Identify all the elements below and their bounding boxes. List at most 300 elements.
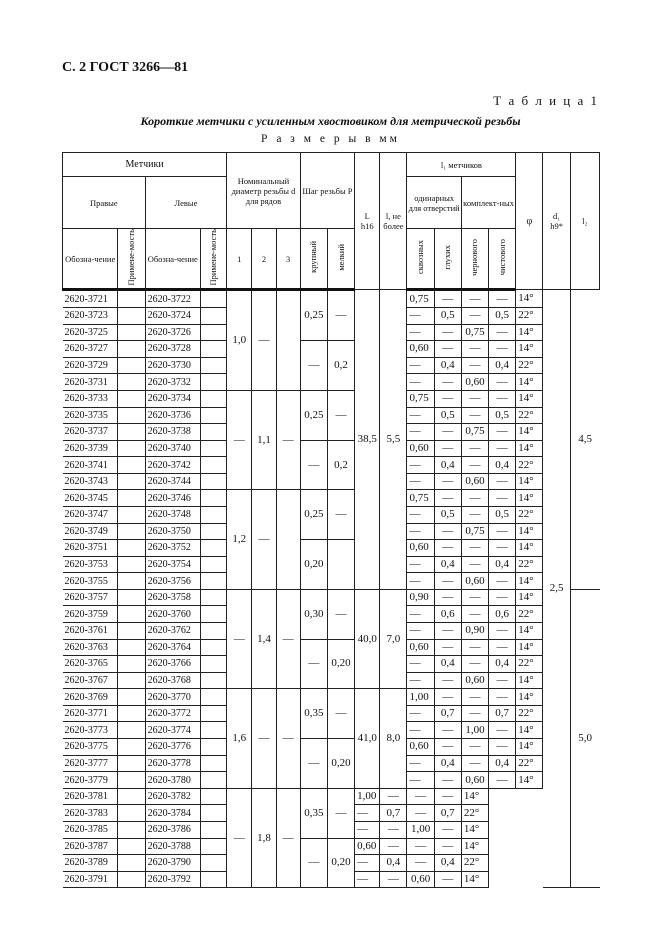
pitch-coarse: 0,25: [300, 490, 327, 540]
application-left: [200, 473, 226, 490]
l1-rough: —: [461, 689, 488, 706]
table-title: Короткие метчики с усиленным хвостовиком для метрической резьбы: [140, 114, 521, 128]
pitch-coarse: 0,35: [300, 788, 327, 838]
application-left: [200, 788, 226, 805]
header-d1-tolerance: h9*: [550, 221, 563, 232]
l1-finish: 0,4: [489, 457, 516, 474]
l1-blind: —: [434, 589, 461, 606]
header-set: комплект-ных: [461, 177, 515, 229]
pitch-fine: —: [327, 589, 354, 639]
angle-phi: 14°: [461, 871, 488, 888]
angle-phi: 22°: [516, 705, 543, 722]
l1-blind: —: [434, 324, 461, 341]
header-d1: [543, 153, 570, 290]
l1-finish: 0,5: [489, 407, 516, 424]
header-row1: 1: [227, 229, 252, 290]
designation-left: 2620-3774: [145, 722, 200, 739]
application-right: [118, 374, 145, 391]
designation-right: 2620-3747: [63, 506, 118, 523]
l1-blind: 0,5: [434, 506, 461, 523]
l1-blind: —: [434, 639, 461, 656]
application-left: [200, 324, 226, 341]
l1-rough: —: [461, 357, 488, 374]
l1-finish: 0,6: [489, 606, 516, 623]
designation-right: 2620-3765: [63, 656, 118, 673]
l1-rough: 0,75: [461, 324, 488, 341]
l1-blind: —: [434, 672, 461, 689]
shank-d1: 2,5: [543, 290, 570, 888]
header-right: Правые: [63, 177, 146, 229]
application-right: [118, 871, 145, 888]
table-row: [63, 838, 600, 855]
l1-blind: —: [434, 722, 461, 739]
pitch-fine: 0,2: [327, 440, 354, 490]
designation-left: 2620-3762: [145, 623, 200, 640]
angle-phi: 14°: [461, 788, 488, 805]
designation-left: 2620-3766: [145, 656, 200, 673]
application-left: [200, 540, 226, 557]
angle-phi: 14°: [516, 722, 543, 739]
designation-right: 2620-3745: [63, 490, 118, 507]
table-number: Т а б л и ц а 1: [493, 93, 599, 108]
l1-blind: —: [434, 424, 461, 441]
header-taps: Метчики: [63, 153, 227, 177]
l1-blind: —: [434, 573, 461, 590]
pitch-fine: 0,20: [327, 739, 354, 789]
application-left: [200, 556, 226, 573]
l1-blind: —: [434, 341, 461, 358]
application-right: [118, 573, 145, 590]
l1-through: 0,60: [355, 838, 380, 855]
l1-through: —: [407, 457, 434, 474]
designation-right: 2620-3733: [63, 390, 118, 407]
l1-blind: 0,4: [434, 556, 461, 573]
dimensions-note: Р а з м е р ы в мм: [261, 133, 400, 145]
designation-left: 2620-3734: [145, 390, 200, 407]
l1-finish: —: [489, 772, 516, 789]
l1-rough: —: [407, 788, 434, 805]
l1-blind: 0,5: [434, 407, 461, 424]
designation-left: 2620-3792: [145, 871, 200, 888]
angle-phi: 22°: [516, 407, 543, 424]
angle-phi: 22°: [516, 357, 543, 374]
l1-blind: 0,4: [434, 457, 461, 474]
l1-through: —: [407, 308, 434, 325]
angle-phi: 14°: [516, 324, 543, 341]
diameter-row3: —: [276, 788, 300, 887]
l1-through: —: [407, 722, 434, 739]
l1-through: 0,75: [407, 290, 434, 308]
header-nominal-diameter: Номинальный диаметр резьбы d для рядов: [227, 153, 301, 229]
l1-through: —: [355, 855, 380, 872]
header-left-application-label: Примене-мость: [208, 229, 219, 286]
l1-finish: 0,4: [489, 556, 516, 573]
l1-through: —: [407, 324, 434, 341]
l1-through: —: [407, 473, 434, 490]
designation-right: 2620-3763: [63, 639, 118, 656]
l1-blind: 0,4: [380, 855, 407, 872]
l1-rough: 1,00: [407, 821, 434, 838]
designation-right: 2620-3769: [63, 689, 118, 706]
application-right: [118, 606, 145, 623]
application-right: [118, 357, 145, 374]
header-fine: [327, 229, 354, 290]
designation-left: 2620-3780: [145, 772, 200, 789]
l1-blind: —: [434, 540, 461, 557]
application-right: [118, 656, 145, 673]
l1-blind: —: [380, 821, 407, 838]
l1-rough: 0,60: [407, 871, 434, 888]
pitch-fine: —: [327, 290, 354, 341]
application-right: [118, 407, 145, 424]
application-right: [118, 689, 145, 706]
angle-phi: 22°: [516, 556, 543, 573]
diameter-row2: —: [252, 290, 276, 390]
designation-right: 2620-3751: [63, 540, 118, 557]
angle-phi: 14°: [516, 341, 543, 358]
l1-through: —: [407, 705, 434, 722]
application-right: [118, 424, 145, 441]
l1-through: —: [407, 407, 434, 424]
l1-finish: —: [434, 821, 461, 838]
designation-left: 2620-3764: [145, 639, 200, 656]
header-phi: φ: [516, 153, 543, 290]
application-right: [118, 506, 145, 523]
header-rough-label: чернового: [469, 238, 480, 276]
l1-rough: —: [407, 805, 434, 822]
angle-phi: 14°: [516, 772, 543, 789]
application-right: [118, 672, 145, 689]
l1-rough: —: [461, 490, 488, 507]
header-finish: [489, 229, 516, 290]
l1-finish: —: [489, 424, 516, 441]
l1-through: —: [407, 656, 434, 673]
application-left: [200, 407, 226, 424]
l1-finish: —: [489, 573, 516, 590]
l1-blind: —: [434, 739, 461, 756]
angle-phi: 14°: [516, 589, 543, 606]
application-right: [118, 589, 145, 606]
application-left: [200, 506, 226, 523]
table-row: [63, 540, 600, 557]
pitch-coarse: —: [300, 341, 327, 391]
designation-left: 2620-3730: [145, 357, 200, 374]
application-left: [200, 689, 226, 706]
length-l: 7,0: [380, 589, 407, 688]
l1-blind: —: [380, 871, 407, 888]
designation-right: 2620-3725: [63, 324, 118, 341]
designation-right: 2620-3749: [63, 523, 118, 540]
l1-finish: —: [489, 290, 516, 308]
application-left: [200, 490, 226, 507]
application-right: [118, 523, 145, 540]
l1-through: 0,60: [407, 639, 434, 656]
angle-phi: 14°: [516, 490, 543, 507]
l1-finish: —: [489, 540, 516, 557]
designation-left: 2620-3748: [145, 506, 200, 523]
angle-phi: 22°: [516, 656, 543, 673]
table-row: [63, 490, 600, 507]
application-left: [200, 772, 226, 789]
designation-left: 2620-3756: [145, 573, 200, 590]
pitch-fine: 0,20: [327, 838, 354, 888]
designation-left: 2620-3770: [145, 689, 200, 706]
l1-rough: —: [407, 838, 434, 855]
application-right: [118, 490, 145, 507]
header-L-tolerance: h16: [360, 221, 374, 232]
l1-finish: —: [489, 623, 516, 640]
l1-finish: —: [489, 639, 516, 656]
designation-left: 2620-3784: [145, 805, 200, 822]
length-l: 5,5: [380, 290, 407, 589]
header-right-application: [118, 229, 145, 290]
diameter-row1: —: [227, 589, 252, 688]
l1-blind: 0,4: [434, 755, 461, 772]
designation-left: 2620-3754: [145, 556, 200, 573]
designation-right: 2620-3727: [63, 341, 118, 358]
l1-finish: 0,5: [489, 506, 516, 523]
l1-rough: —: [461, 606, 488, 623]
designation-left: 2620-3736: [145, 407, 200, 424]
application-left: [200, 341, 226, 358]
l1-rough: —: [461, 540, 488, 557]
application-left: [200, 805, 226, 822]
angle-phi: 14°: [461, 838, 488, 855]
designation-right: 2620-3737: [63, 424, 118, 441]
application-left: [200, 871, 226, 888]
header-single: одинарных для отверстий: [407, 177, 461, 229]
l1-through: —: [407, 523, 434, 540]
pitch-coarse: 0,35: [300, 689, 327, 739]
application-right: [118, 440, 145, 457]
l1-blind: 0,7: [380, 805, 407, 822]
l1-blind: —: [434, 772, 461, 789]
table-row: [63, 390, 600, 407]
length-l2: 5,0: [570, 589, 599, 887]
application-left: [200, 656, 226, 673]
l1-finish: —: [434, 838, 461, 855]
l1-rough: 0,60: [461, 473, 488, 490]
pitch-coarse: —: [300, 838, 327, 888]
l1-rough: —: [461, 457, 488, 474]
application-left: [200, 390, 226, 407]
l1-rough: —: [461, 440, 488, 457]
l1-finish: —: [489, 672, 516, 689]
l1-finish: —: [489, 722, 516, 739]
diameter-row1: 1,0: [227, 290, 252, 390]
l1-blind: —: [434, 689, 461, 706]
l1-rough: —: [461, 341, 488, 358]
l1-finish: —: [489, 589, 516, 606]
l1-through: —: [407, 424, 434, 441]
pitch-fine: 0,20: [327, 639, 354, 689]
application-right: [118, 623, 145, 640]
header-l1-taps: l₁ метчиков: [407, 153, 516, 177]
table-row: [63, 440, 600, 457]
designation-right: 2620-3743: [63, 473, 118, 490]
angle-phi: 14°: [461, 821, 488, 838]
l1-through: —: [355, 871, 380, 888]
application-right: [118, 788, 145, 805]
l1-finish: —: [489, 374, 516, 391]
header-finish-label: чистового: [496, 239, 507, 276]
designation-left: 2620-3728: [145, 341, 200, 358]
designation-right: 2620-3723: [63, 308, 118, 325]
l1-blind: —: [434, 523, 461, 540]
l1-through: —: [407, 606, 434, 623]
application-right: [118, 838, 145, 855]
angle-phi: 22°: [516, 506, 543, 523]
l1-blind: —: [434, 440, 461, 457]
l1-finish: 0,7: [489, 705, 516, 722]
l1-blind: —: [380, 838, 407, 855]
designation-left: 2620-3788: [145, 838, 200, 855]
header-through: [407, 229, 434, 290]
l1-through: —: [407, 755, 434, 772]
designation-left: 2620-3772: [145, 705, 200, 722]
application-left: [200, 606, 226, 623]
application-right: [118, 341, 145, 358]
l1-rough: —: [461, 290, 488, 308]
application-left: [200, 838, 226, 855]
l1-rough: —: [407, 855, 434, 872]
designation-left: 2620-3776: [145, 739, 200, 756]
designation-right: 2620-3729: [63, 357, 118, 374]
l1-blind: —: [434, 490, 461, 507]
angle-phi: 14°: [516, 540, 543, 557]
designation-left: 2620-3722: [145, 290, 200, 308]
designation-right: 2620-3731: [63, 374, 118, 391]
header-rough: [461, 229, 488, 290]
designation-right: 2620-3753: [63, 556, 118, 573]
l1-blind: 0,5: [434, 308, 461, 325]
l1-rough: —: [461, 556, 488, 573]
diameter-row3: —: [276, 589, 300, 688]
l1-finish: 0,5: [489, 308, 516, 325]
l1-finish: —: [434, 871, 461, 888]
designation-left: 2620-3760: [145, 606, 200, 623]
application-right: [118, 556, 145, 573]
designation-right: 2620-3785: [63, 821, 118, 838]
l1-through: —: [407, 506, 434, 523]
designation-right: 2620-3783: [63, 805, 118, 822]
header-pitch: Шаг резьбы P: [300, 153, 354, 229]
application-right: [118, 639, 145, 656]
header-l2: l₂: [570, 153, 599, 290]
l1-through: 0,60: [407, 739, 434, 756]
diameter-row1: —: [227, 788, 252, 887]
pitch-fine: 0,2: [327, 341, 354, 391]
angle-phi: 22°: [516, 606, 543, 623]
designation-left: 2620-3778: [145, 755, 200, 772]
l1-through: 1,00: [355, 788, 380, 805]
angle-phi: 14°: [516, 689, 543, 706]
angle-phi: 14°: [516, 672, 543, 689]
header-blind-label: глухих: [442, 244, 453, 270]
l1-blind: —: [380, 788, 407, 805]
pitch-fine: —: [327, 490, 354, 540]
application-right: [118, 772, 145, 789]
designation-right: 2620-3739: [63, 440, 118, 457]
l1-blind: —: [434, 290, 461, 308]
designation-left: 2620-3758: [145, 589, 200, 606]
application-left: [200, 573, 226, 590]
table-row: [63, 689, 600, 706]
l1-through: 0,60: [407, 540, 434, 557]
l1-rough: 0,60: [461, 672, 488, 689]
l1-blind: 0,7: [434, 705, 461, 722]
pitch-fine: —: [327, 788, 354, 838]
header-coarse: [300, 229, 327, 290]
designation-right: 2620-3755: [63, 573, 118, 590]
designation-right: 2620-3791: [63, 871, 118, 888]
l1-finish: 0,4: [489, 755, 516, 772]
designation-right: 2620-3767: [63, 672, 118, 689]
l1-through: —: [407, 556, 434, 573]
l1-rough: 0,90: [461, 623, 488, 640]
l1-blind: —: [434, 374, 461, 391]
header-row3: 3: [276, 229, 300, 290]
designation-left: 2620-3740: [145, 440, 200, 457]
designation-right: 2620-3787: [63, 838, 118, 855]
l1-through: 0,60: [407, 341, 434, 358]
header-l: l, не более: [380, 153, 407, 290]
l1-rough: —: [461, 705, 488, 722]
angle-phi: 22°: [516, 755, 543, 772]
length-l: 8,0: [380, 689, 407, 788]
header-left-designation: Обозна-чение: [145, 229, 200, 290]
designation-left: 2620-3752: [145, 540, 200, 557]
l1-blind: 0,6: [434, 606, 461, 623]
l1-finish: —: [489, 440, 516, 457]
angle-phi: 14°: [516, 523, 543, 540]
angle-phi: 14°: [516, 739, 543, 756]
designation-left: 2620-3744: [145, 473, 200, 490]
l1-finish: 0,4: [489, 357, 516, 374]
designation-right: 2620-3781: [63, 788, 118, 805]
l1-through: 0,75: [407, 390, 434, 407]
diameter-row1: —: [227, 390, 252, 489]
l1-through: —: [407, 357, 434, 374]
application-right: [118, 308, 145, 325]
pitch-coarse: —: [300, 440, 327, 490]
header-left: Левые: [145, 177, 227, 229]
application-left: [200, 308, 226, 325]
designation-left: 2620-3782: [145, 788, 200, 805]
l1-blind: —: [434, 390, 461, 407]
diameter-row3: —: [276, 689, 300, 788]
header-coarse-label: крупный: [308, 241, 319, 274]
l1-rough: —: [461, 755, 488, 772]
table-row: [63, 290, 600, 308]
length-l2: 4,5: [570, 290, 599, 589]
designation-left: 2620-3790: [145, 855, 200, 872]
designation-right: 2620-3779: [63, 772, 118, 789]
l1-through: 0,60: [407, 440, 434, 457]
l1-finish: —: [434, 788, 461, 805]
l1-rough: 0,60: [461, 573, 488, 590]
table-row: [63, 739, 600, 756]
l1-rough: 0,75: [461, 523, 488, 540]
length-L: 40,0: [355, 589, 380, 688]
l1-rough: 0,60: [461, 374, 488, 391]
diameter-row1: 1,6: [227, 689, 252, 788]
l1-rough: 1,00: [461, 722, 488, 739]
angle-phi: 14°: [516, 473, 543, 490]
application-right: [118, 705, 145, 722]
diameter-row3: [276, 490, 300, 589]
designation-left: 2620-3732: [145, 374, 200, 391]
